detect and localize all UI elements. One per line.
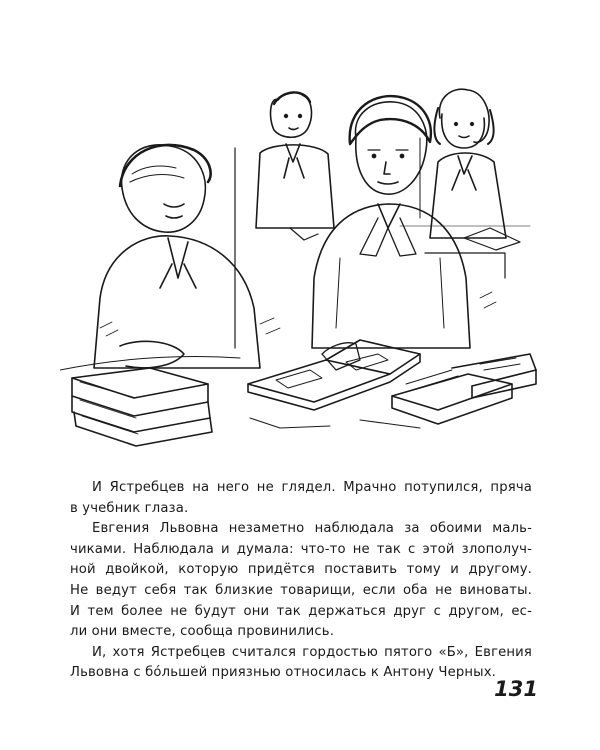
- paragraph-3: [70, 643, 532, 684]
- body-text: [70, 478, 532, 684]
- text-line: И тем более не будут они так держаться друг с другом, ес-: [70, 603, 532, 619]
- paragraph-1: [70, 478, 532, 519]
- text-line: Не ведут себя так близкие товарищи, если оба не виноваты.: [70, 582, 532, 598]
- center-boy-figure: [312, 96, 470, 348]
- text-line: чиками. Наблюдала и думала: что-то не так с этой злополуч-: [70, 541, 532, 557]
- books-stack-left: [72, 368, 212, 446]
- text-line: ной двойкой, которую придётся поставить тому и другому.: [70, 562, 532, 578]
- back-boy-figure: [256, 92, 334, 240]
- text-line: И, хотя Ястребцев считался гордостью пятого «Б», Евгения: [92, 644, 532, 660]
- text-line: И Ястребцев на него не глядел. Мрачно потупился, пряча: [92, 480, 532, 495]
- text-line: Львовна с бóльшей приязнью относилась к Антону Черных.: [70, 665, 496, 681]
- page-number: 131: [494, 677, 538, 701]
- text-line: ли они вместе, сообща провинились.: [70, 624, 335, 640]
- classroom-illustration: [60, 78, 540, 458]
- open-book-center: [248, 340, 420, 410]
- books-stack-right: [392, 354, 536, 424]
- paragraph-2: [70, 519, 532, 643]
- text-line: Евгения Львовна незаметно наблюдала за обоими маль-: [92, 521, 532, 537]
- text-line: в учебник глаза.: [70, 500, 189, 516]
